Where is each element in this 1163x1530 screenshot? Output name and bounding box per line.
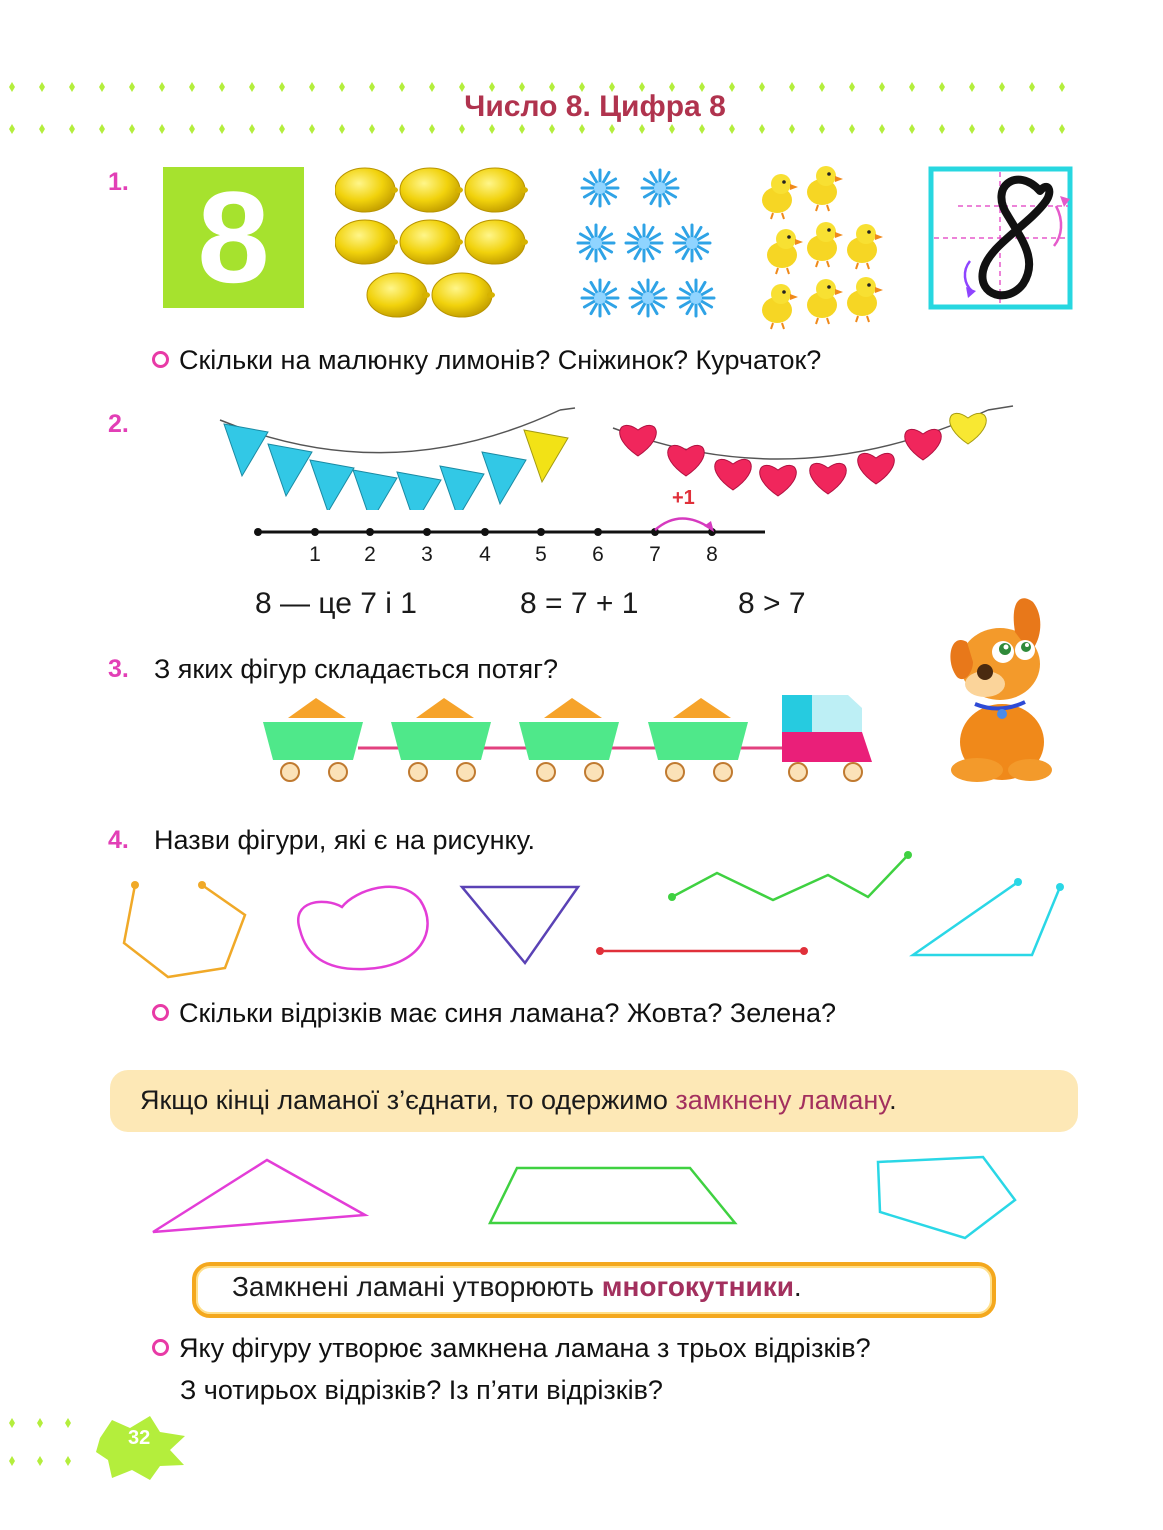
digit-eight: 8 xyxy=(197,164,270,310)
wagon xyxy=(519,698,619,781)
final-question-line-1-text: Яку фігуру утворює замкнена ламана з трьох відрізків? xyxy=(179,1333,871,1363)
lemon-icon xyxy=(335,168,398,212)
wagon xyxy=(391,698,491,781)
equation-2: 8 = 7 + 1 xyxy=(520,587,639,620)
number-line-tick-label: 7 xyxy=(649,543,661,566)
closed-polylines xyxy=(145,1150,1025,1240)
task-1-question-text: Скільки на малюнку лимонів? Сніжинок? Курчаток? xyxy=(179,345,822,375)
wagon xyxy=(263,698,363,781)
lemon-icon xyxy=(465,220,528,264)
number-line-tick-label: 4 xyxy=(479,543,491,566)
equation-3: 8 > 7 xyxy=(738,587,806,620)
yellow-polyline xyxy=(124,885,245,977)
lemon-icon xyxy=(367,273,430,317)
plus-one-label: +1 xyxy=(672,487,695,509)
page-title: Число 8. Цифра 8 xyxy=(464,90,726,123)
blue-triangle xyxy=(462,887,578,963)
task-4-number: 4. xyxy=(108,826,129,854)
final-question-line-1 xyxy=(152,1333,871,1364)
pink-heart xyxy=(668,445,705,476)
green-closed-trapezoid xyxy=(490,1168,735,1223)
chicks-group xyxy=(752,160,892,330)
pink-heart xyxy=(905,429,942,460)
yellow-flag xyxy=(524,430,568,482)
conclusion-text-start: Замкнені ламані утворюють xyxy=(232,1271,602,1302)
pink-heart xyxy=(858,453,895,484)
conclusion-text xyxy=(232,1271,802,1303)
chick-icon xyxy=(762,174,798,219)
bullet-icon xyxy=(152,351,169,368)
number-line-point xyxy=(254,528,262,536)
blue-flag xyxy=(482,452,526,504)
chick-icon xyxy=(847,224,883,269)
pink-heart xyxy=(760,465,797,496)
task-3-number: 3. xyxy=(108,655,129,683)
page-number: 32 xyxy=(128,1427,151,1449)
pink-heart xyxy=(715,459,752,490)
chick-icon xyxy=(847,277,883,322)
number-line-tick-label: 2 xyxy=(364,543,376,566)
task-4-sub-question xyxy=(152,998,836,1029)
train-illustration xyxy=(258,690,878,785)
task-2-number: 2. xyxy=(108,410,129,438)
rule-text-start: Якщо кінці ламаної з’єднати, то одержимо xyxy=(140,1085,676,1115)
wheel xyxy=(789,763,807,781)
top-dot-row-2 xyxy=(0,122,1090,136)
heart-garland xyxy=(608,398,1018,508)
chick-icon xyxy=(807,222,843,267)
page-number-badge xyxy=(0,1410,190,1480)
conclusion-text-end: . xyxy=(793,1271,802,1302)
rule-highlight: замкнену ламану xyxy=(675,1085,890,1115)
number-line-tick-label: 5 xyxy=(535,543,547,566)
snowflake-icon xyxy=(578,225,614,261)
rule-text-end: . xyxy=(889,1085,897,1115)
snowflake-icon xyxy=(582,280,618,316)
snowflakes-group xyxy=(572,168,717,328)
lemon-icon xyxy=(400,168,463,212)
number-line-point xyxy=(537,528,545,536)
chick-icon xyxy=(807,279,843,324)
wagon xyxy=(648,698,748,781)
green-polyline xyxy=(672,855,908,900)
wheel xyxy=(844,763,862,781)
rule-text xyxy=(140,1085,897,1116)
number-line-tick-label: 6 xyxy=(592,543,604,566)
cyan-closed-pentagon xyxy=(878,1157,1015,1238)
snowflake-icon xyxy=(582,170,618,206)
figures-set xyxy=(110,845,1070,980)
lemon-icon xyxy=(335,220,398,264)
number-line-tick-label: 3 xyxy=(421,543,433,566)
task-3-question: З яких фігур складається потяг? xyxy=(154,654,558,684)
blue-flag xyxy=(224,424,268,476)
digit-writing-guide xyxy=(928,166,1073,310)
pink-heart xyxy=(810,463,847,494)
chick-icon xyxy=(762,284,798,329)
task-1-number: 1. xyxy=(108,168,129,196)
number-line-tick-label: 1 xyxy=(309,543,321,566)
lemons-group xyxy=(335,160,545,330)
final-question-line-2: З чотирьох відрізків? Із п’яти відрізків? xyxy=(180,1375,663,1405)
chick-icon xyxy=(767,229,803,274)
snowflake-icon xyxy=(674,225,710,261)
conclusion-highlight: многокутники xyxy=(601,1271,794,1302)
pink-closed-curve xyxy=(298,887,427,969)
snowflake-icon xyxy=(626,225,662,261)
number-line-point xyxy=(481,528,489,536)
task-4-question: Назви фігури, які є на рисунку. xyxy=(154,825,535,855)
snowflake-icon xyxy=(678,280,714,316)
task-4-sub-question-text: Скільки відрізків має синя ламана? Жовта? Зелена? xyxy=(179,998,837,1028)
pink-closed-triangle xyxy=(153,1160,365,1232)
number-line-point xyxy=(594,528,602,536)
puppy-illustration xyxy=(945,592,1060,787)
blue-flag xyxy=(268,444,312,496)
snowflake-icon xyxy=(642,170,678,206)
cyan-polyline xyxy=(913,882,1060,955)
yellow-heart xyxy=(950,413,987,444)
number-line-point xyxy=(311,528,319,536)
pink-heart xyxy=(620,425,657,456)
snowflake-icon xyxy=(630,280,666,316)
lemon-icon xyxy=(465,168,528,212)
number-line-point xyxy=(423,528,431,536)
chick-icon xyxy=(807,166,843,211)
bullet-icon xyxy=(152,1339,169,1356)
bullet-icon xyxy=(152,1004,169,1021)
equation-1: 8 — це 7 і 1 xyxy=(255,587,417,620)
lemon-icon xyxy=(432,273,495,317)
number-line-point xyxy=(366,528,374,536)
number-line-tick-label: 8 xyxy=(706,543,718,566)
lemon-icon xyxy=(400,220,463,264)
flag-garland xyxy=(210,400,585,510)
digit-card xyxy=(163,164,304,310)
task-1-question xyxy=(152,345,821,376)
